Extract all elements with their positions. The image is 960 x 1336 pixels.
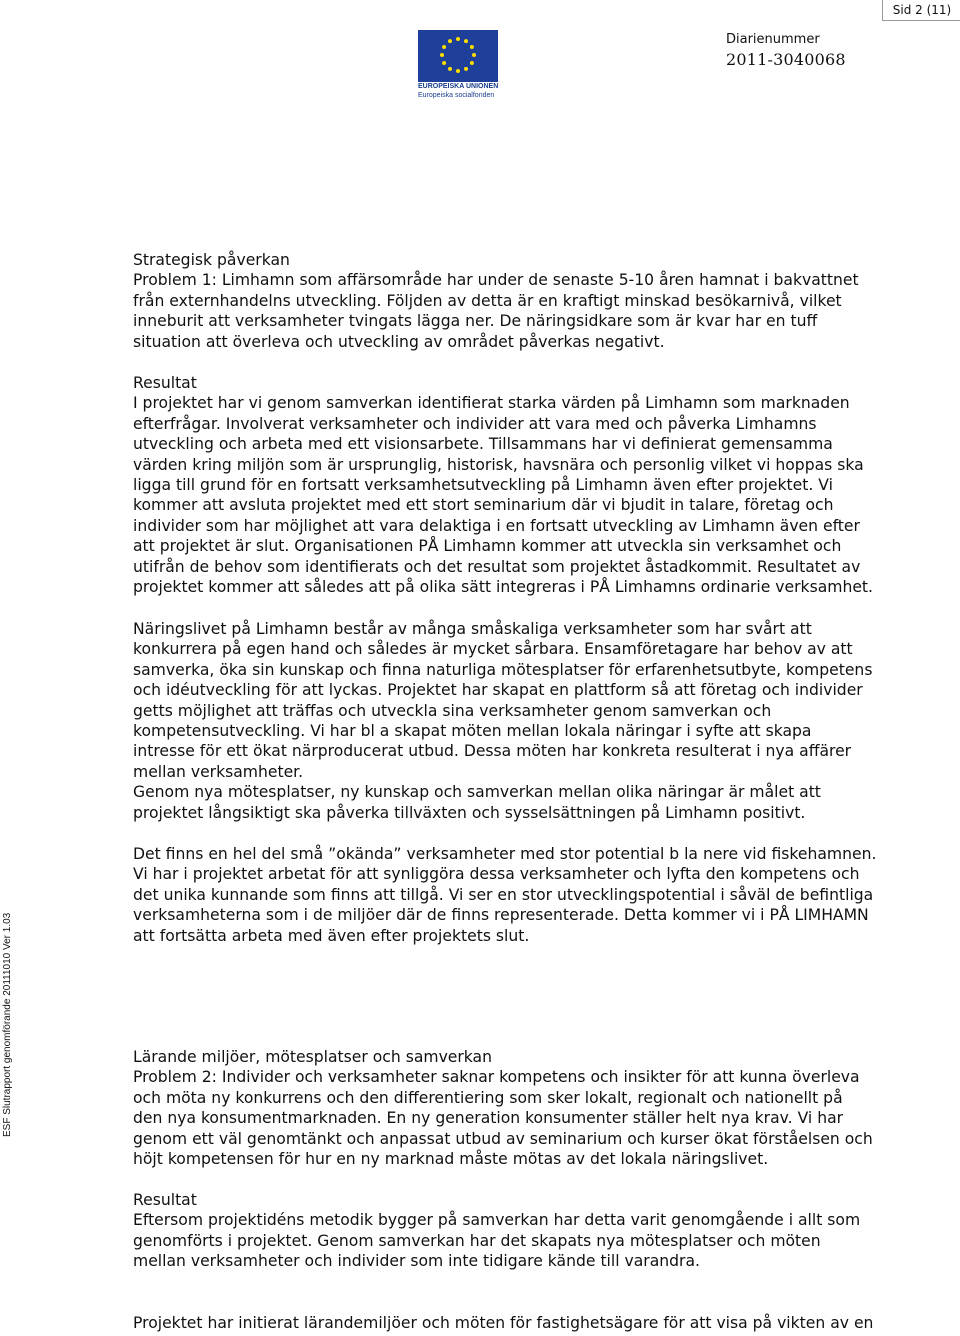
eu-logo [418,30,498,102]
paragraph-problem-1: Strategisk påverkan Problem 1: Limhamn som affärsområde har under de senaste 5-10 åren hamnat i bakvattnet från externhandelns utveckling. Följden av detta är en kraftigt minskad besökarnivå, vilket inneburit att verksamheter tvingats lägga ner. De näringsidkare som är kvar har en tuff situation att överleva och utveckling av området påverkas negativt. [133,251,859,351]
diary-label: Diarienummer [726,32,820,47]
paragraph-problem-2: Lärande miljöer, mötesplatser och samverkan Problem 2: Individer och verksamheter saknar kompetens och insikter för att kunna överleva och möta ny konkurrens och den differentiering som sker lokalt, regionalt och nationellt på den nya konsumentmarknaden. En ny generation konsumenter ställer helt nya krav. Vi har genom ett väl genomtänkt och anpassat utbud av seminarium och kurser ökat förståelsen och höjt kompetensen för hur en ny marknad måste mötas av det lokala näringslivet. [133,1048,873,1169]
side-version-label: ESF Slutrapport genomförande 20111010 Ver 1.03 [2,912,13,1137]
paragraph-unknown-businesses: Det finns en hel del små ”okända” verksamheter med stor potential b la nere vid fiskehamnen. Vi har i projektet arbetat för att synliggöra dessa verksamheter och lyfta den kompetens och det unika kunnande som finns att tillgå. Vi ser en stor utvecklingspotential i såväl de befintliga verksamheterna som i de miljöer där de finns representerade. Detta kommer vi i PÅ LIMHAMN att fortsätta arbeta med även efter projektets slut. [133,845,877,945]
paragraph-property-owners: Projektet har initierat lärandemiljöer och möten för fastighetsägare för att visa på vikten av en [133,1314,874,1332]
diary-number: 2011-3040068 [726,50,846,69]
paragraph-result-1: Resultat I projektet har vi genom samverkan identifierat starka värden på Limhamn som marknaden efterfrågar. Involverat verksamheter och individer att vara med och påverka Limhamns utveckling och arbeta med ett visionsarbete. Tillsammans har vi definierat gemensamma värden kring miljön som är ursprunglig, historisk, havsnära och personlig vilket vi hoppas ska ligga till grund för en fortsatt verksamhetsutveckling på Limhamn även efter projektet. Vi kommer att avsluta projektet med ett stort seminarium där vi bjudit in talare, företag och individer som har möjlighet att vara delaktiga i en fortsatt utveckling av Limhamn även efter att projektet är slut. Organisationen PÅ Limhamn kommer att utveckla sin verksamhet och utifrån de behov som identifierats och det resultat som projektet åstadkommit. Resultatet av projektet kommer att således att på olika sätt integreras i PÅ Limhamns ordinarie verksamhet. [133,374,873,597]
section-result-1 [133,373,948,597]
eu-flag-icon [418,30,498,82]
page-indicator: Sid 2 (11) [882,0,960,21]
section-result-2 [133,1190,948,1272]
logo-text-fund: Europeiska socialfonden [418,92,495,99]
section-strategic-impact [133,250,948,352]
paragraph-result-2: Resultat Eftersom projektidéns metodik bygger på samverkan har detta varit genomgående i allt som genomförts i projektet. Genom samverkan har det skapats nya mötesplatser och möten mellan verksamheter och individer som inte tidigare kände till varandra. [133,1191,861,1271]
logo-text-union: EUROPEISKA UNIONEN [418,83,499,90]
section-property-owners [133,1313,948,1333]
section-unknown-businesses [133,844,948,946]
paragraph-business: Näringslivet på Limhamn består av många småskaliga verksamheter som har svårt att konkurrera på egen hand och således är mycket sårbara. Ensamföretagare har behov av att samverka, öka sin kunskap och finna naturliga mötesplatser för erfarenhetsutbyte, kompetens och idéutveckling för att lyckas. Projektet har skapat en plattform så att företag och individer getts möjlighet att träffas och utveckla sina verksamheter genom samverkan och kompetensutveckling. Vi har bl a skapat möten mellan lokala näringar i syfte att skapa intresse för ett ökat närproducerat utbud. Dessa möten har konkreta resulterat i nya affärer mellan verksamheter. Genom nya mötesplatser, ny kunskap och samverkan mellan olika näringar är målet att projektet långsiktigt ska påverka tillväxten och sysselsättningen på Limhamn positivt. [133,620,873,822]
section-business [133,619,948,823]
section-learning [133,1047,948,1169]
